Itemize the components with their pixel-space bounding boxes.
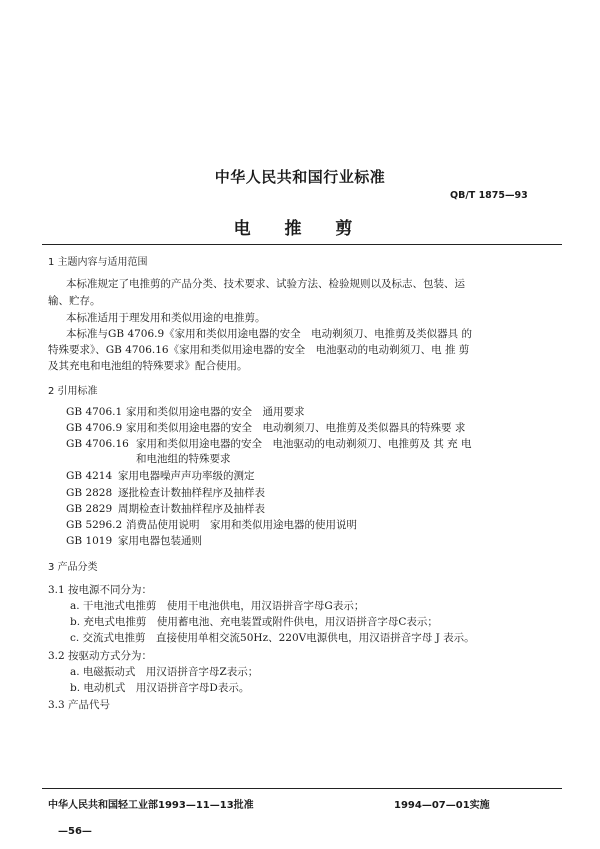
classification-item: a. 电磁振动式 用汉语拼音字母Z表示； — [70, 666, 259, 678]
section1-line: 输、贮存。 — [48, 295, 101, 307]
classification-item: b. 充电式电推剪 使用蓄电池、充电装置或附件供电，用汉语拼音字母C表示； — [70, 616, 438, 628]
reference-code: GB 1019 — [66, 535, 113, 547]
reference-title: 家用和类似用途电器的安全 电动剃须刀、电推剪及类似器具的特殊要 求 — [126, 422, 466, 434]
reference-title: 家用和类似用途电器的安全 通用要求 — [126, 406, 305, 418]
reference-code: GB 4706.16 — [66, 438, 129, 450]
reference-item — [66, 470, 255, 483]
footer-divider — [42, 788, 562, 789]
document-title: 电 推 剪 — [233, 219, 367, 239]
reference-item — [66, 535, 202, 548]
reference-title: 家用电器包装通则 — [118, 535, 202, 547]
reference-code: GB 4214 — [66, 470, 113, 482]
section2-heading: 2 引用标准 — [48, 386, 98, 397]
reference-item — [66, 503, 265, 516]
reference-code: GB 4706.1 — [66, 406, 123, 418]
reference-title: 周期检查计数抽样程序及抽样表 — [118, 503, 265, 515]
reference-item — [66, 487, 265, 500]
reference-item — [66, 406, 305, 419]
reference-code: GB 2828 — [66, 487, 113, 499]
subsection-3-3: 3.3 产品代号 — [48, 699, 111, 711]
header-divider — [42, 244, 562, 245]
standard-number: QB/T 1875—93 — [450, 190, 528, 201]
section3-heading: 3 产品分类 — [48, 562, 98, 573]
reference-code: GB 5296.2 — [66, 519, 123, 531]
classification-item: c. 交流式电推剪 直接使用单相交流50Hz、220V电源供电，用汉语拼音字母 J 表示。 — [70, 632, 475, 644]
reference-item-continued: 和电池组的特殊要求 — [136, 453, 231, 465]
subsection-3-2: 3.2 按驱动方式分为： — [48, 650, 153, 662]
approval-note: 中华人民共和国轻工业部1993—11—13批准 — [48, 800, 254, 811]
reference-item — [66, 422, 465, 435]
section1-line: 本标准适用于理发用和类似用途的电推剪。 — [66, 312, 266, 324]
section1-line: 特殊要求》、GB 4706.16《家用和类似用途电器的安全 电池驱动的电动剃须刀、电 推 剪 — [48, 344, 470, 356]
subsection-3-1: 3.1 按电源不同分为： — [48, 584, 153, 596]
section1-heading: 1 主题内容与适用范围 — [48, 257, 148, 268]
section1-line: 本标准规定了电推剪的产品分类、技术要求、试验方法、检验规则以及标志、包装、运 — [66, 278, 465, 290]
implementation-date: 1994—07—01实施 — [394, 800, 490, 811]
reference-title: 逐批检查计数抽样程序及抽样表 — [118, 487, 265, 499]
reference-title: 消费品使用说明 家用和类似用途电器的使用说明 — [126, 519, 357, 531]
section1-line: 本标准与GB 4706.9《家用和类似用途电器的安全 电动剃须刀、电推剪及类似器具 的 — [66, 328, 473, 340]
reference-item — [66, 438, 472, 451]
page-number: —56— — [58, 826, 92, 837]
reference-code: GB 2829 — [66, 503, 113, 515]
section1-line: 及其充电和电池组的特殊要求》配合使用。 — [48, 360, 248, 372]
reference-code: GB 4706.9 — [66, 422, 123, 434]
classification-item: b. 电动机式 用汉语拼音字母D表示。 — [70, 682, 250, 694]
reference-title: 家用和类似用途电器的安全 电池驱动的电动剃须刀、电推剪及 其 充 电 — [136, 438, 472, 450]
industry-standard-title: 中华人民共和国行业标准 — [214, 168, 386, 186]
reference-item — [66, 519, 357, 532]
classification-item: a. 干电池式电推剪 使用干电池供电，用汉语拼音字母G表示； — [70, 600, 365, 612]
reference-title: 家用电器噪声声功率级的测定 — [118, 470, 255, 482]
